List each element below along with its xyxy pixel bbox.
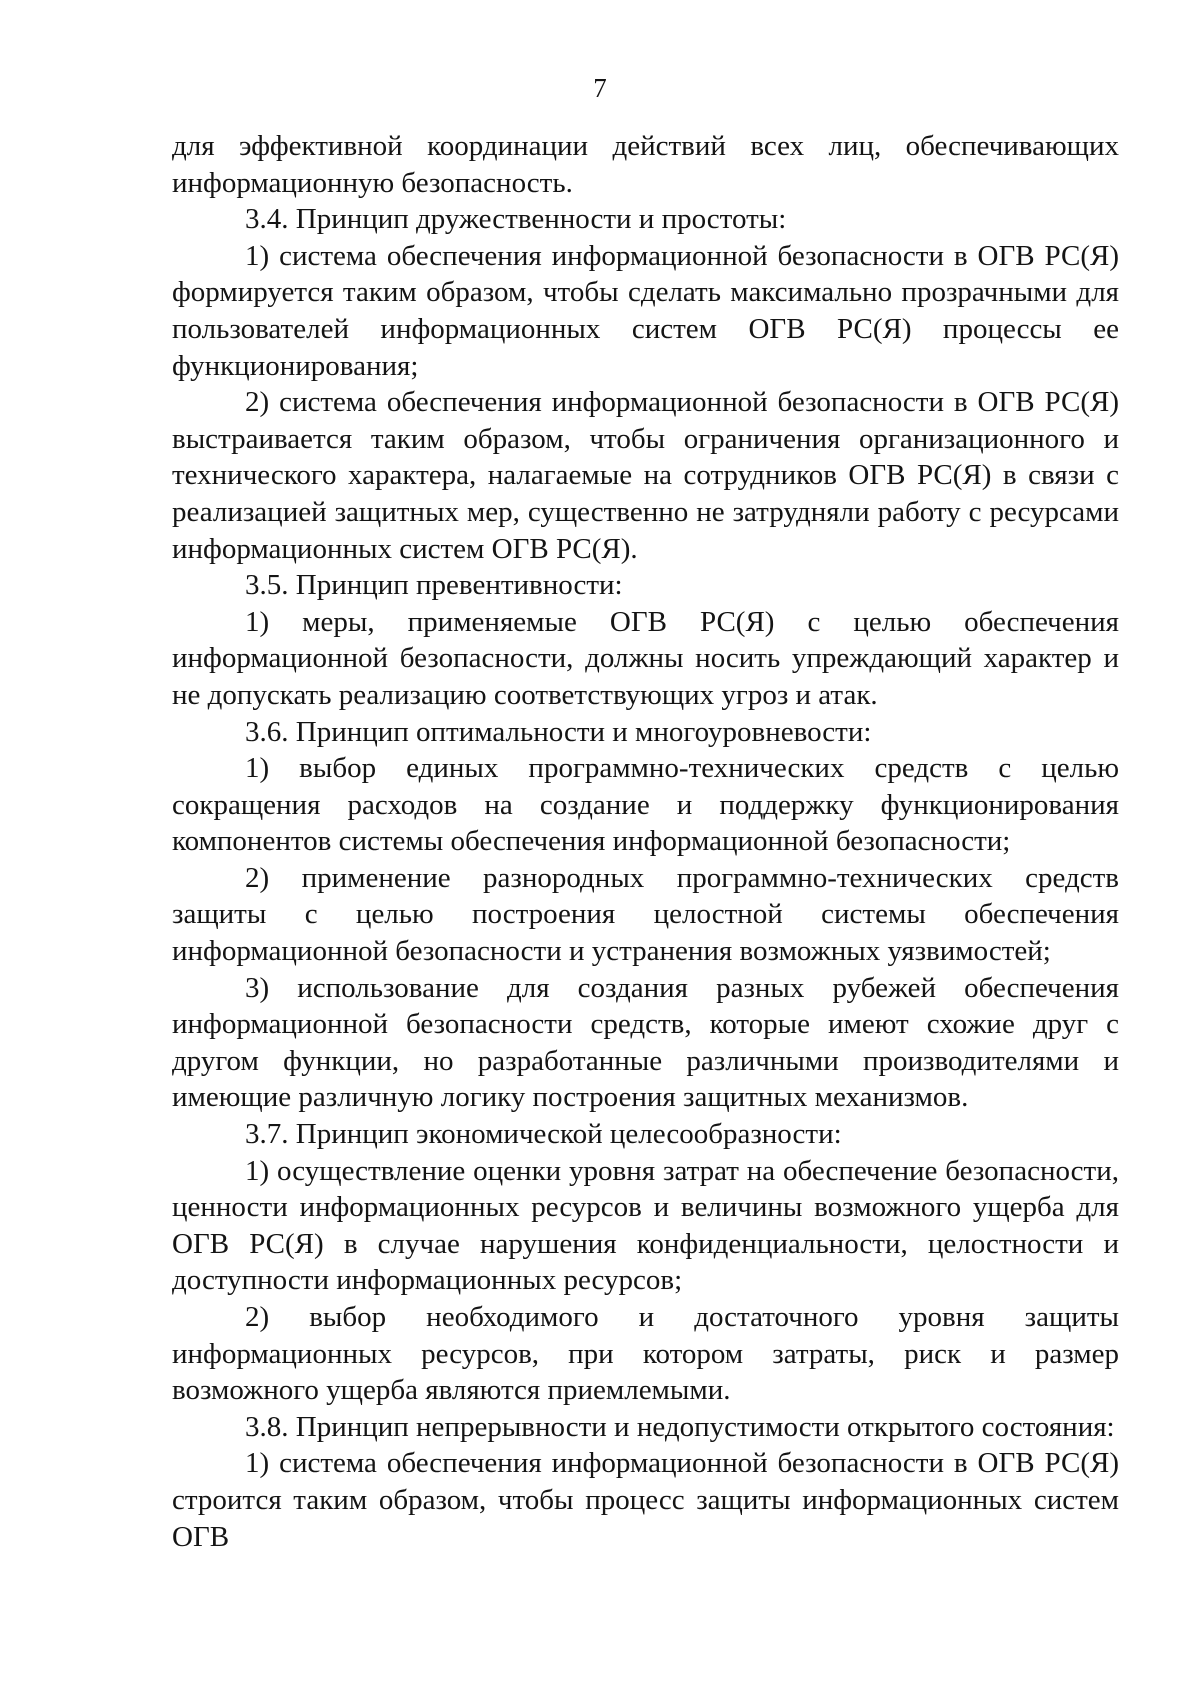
list-item-3-7-2: 2) выбор необходимого и достаточного уровня защиты информационных ресурсов, при котором затраты, риск и размер возможного ущерба являются приемлемыми. bbox=[172, 1301, 1119, 1407]
section-heading-3-7: 3.7. Принцип экономической целесообразности: bbox=[245, 1118, 842, 1151]
page-number: 7 bbox=[593, 73, 607, 103]
section-heading-3-6: 3.6. Принцип оптимальности и многоуровневости: bbox=[245, 715, 872, 748]
section-heading-3-5: 3.5. Принцип превентивности: bbox=[245, 569, 623, 602]
section-heading-3-4: 3.4. Принцип дружественности и простоты: bbox=[245, 203, 787, 236]
paragraph-continuation: для эффективной координации действий всех лиц, обеспечивающих информационную безопасность. bbox=[172, 130, 1119, 199]
list-item-3-6-2: 2) применение разнородных программно-технических средств защиты с целью построения целостной системы обеспечения информационной безопасности и устранения возможных уязвимостей; bbox=[172, 861, 1119, 968]
list-item-3-4-2: 2) система обеспечения информационной безопасности в ОГВ РС(Я) выстраивается таким образом, чтобы ограничения организационного и технического характера, налагаемые на сотрудников ОГВ РС(Я) в связи с реализацией защитных мер, существенно не затрудняли работу с ресурсами информационных систем ОГВ РС(Я). bbox=[172, 386, 1119, 565]
list-item-3-4-1: 1) система обеспечения информационной безопасности в ОГВ РС(Я) формируется таким образом, чтобы сделать максимально прозрачными для пользователей информационных систем ОГВ РС(Я) процессы ее функционирования; bbox=[172, 239, 1119, 382]
list-item-3-7-1: 1) осуществление оценки уровня затрат на обеспечение безопасности, ценности информационных ресурсов и величины возможного ущерба для ОГВ РС(Я) в случае нарушения конфиденциальности, целостности и доступности информационных ресурсов; bbox=[172, 1154, 1119, 1297]
section-heading-3-8: 3.8. Принцип непрерывности и недопустимости открытого состояния: bbox=[245, 1410, 1115, 1443]
list-item-3-6-1: 1) выбор единых программно-технических средств с целью сокращения расходов на создание и поддержку функционирования компонентов системы обеспечения информационной безопасности; bbox=[172, 752, 1119, 858]
list-item-3-5-1: 1) меры, применяемые ОГВ РС(Я) с целью обеспечения информационной безопасности, должны носить упреждающий характер и не допускать реализацию соответствующих угроз и атак. bbox=[172, 605, 1119, 711]
list-item-3-8-1: 1) система обеспечения информационной безопасности в ОГВ РС(Я) строится таким образом, чтобы процесс защиты информационных систем ОГВ bbox=[172, 1447, 1119, 1553]
document-body bbox=[172, 128, 1119, 1555]
list-item-3-6-3: 3) использование для создания разных рубежей обеспечения информационной безопасности средств, которые имеют схожие друг с другом функции, но разработанные различными производителями и имеющие различную логику построения защитных механизмов. bbox=[172, 971, 1119, 1114]
